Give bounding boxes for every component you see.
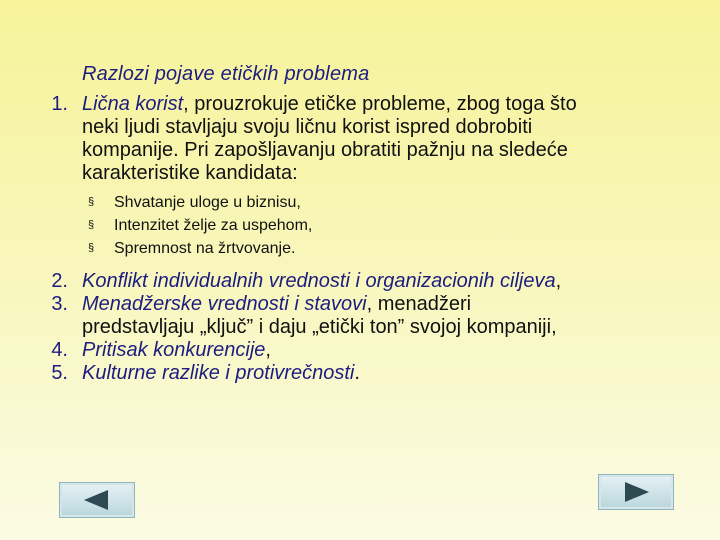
item-text-line: . xyxy=(354,362,360,384)
item-emphasis: Kulturne razlike i protivrečnosti xyxy=(82,362,355,384)
item-text-line: , xyxy=(265,339,271,361)
bullet-marker: § xyxy=(88,196,95,208)
bullet-text: Intenzitet želje za uspehom, xyxy=(114,217,313,234)
item-text-line: predstavljaju „ključ” i daju „etički ton” svojoj kompaniji, xyxy=(82,316,557,338)
item-text-line: karakteristike kandidata: xyxy=(82,162,298,184)
item-text-line: , xyxy=(555,270,562,292)
item-text-line: , prouzrokuje etičke probleme, zbog toga što xyxy=(183,93,577,115)
item-text-line: kompanije. Pri zapošljavanju obratiti pažnju na sledeće xyxy=(82,139,568,161)
item-text-line: neki ljudi stavljaju svoju ličnu korist ispred dobrobiti xyxy=(82,116,533,138)
list-item-4 xyxy=(40,339,700,362)
bullet-item xyxy=(88,237,700,260)
bullet-marker: § xyxy=(88,242,95,254)
previous-slide-button[interactable] xyxy=(59,482,135,518)
item-emphasis: Konflikt individualnih vrednosti i organizacionih ciljeva xyxy=(82,270,556,292)
list-item-5 xyxy=(40,362,700,385)
item-emphasis: Pritisak konkurencije xyxy=(82,339,266,361)
bullet-item xyxy=(88,191,700,214)
item-emphasis: Menadžerske vrednosti i stavovi xyxy=(82,293,367,315)
triangle-right-icon xyxy=(625,482,649,502)
bullet-text: Spremnost na žrtvovanje. xyxy=(114,240,296,257)
list-item-2 xyxy=(40,270,700,293)
list-item-1 xyxy=(40,93,700,260)
bullet-text: Shvatanje uloge u biznisu, xyxy=(114,194,301,211)
numbered-list xyxy=(40,93,700,385)
bullet-marker: § xyxy=(88,219,95,231)
bullet-list xyxy=(88,191,700,260)
bullet-item xyxy=(88,214,700,237)
next-slide-button[interactable] xyxy=(598,474,674,510)
list-number: 4. xyxy=(51,339,68,361)
list-number: 1. xyxy=(51,93,68,115)
item-emphasis: Lična korist xyxy=(82,93,184,115)
list-number: 3. xyxy=(51,293,68,315)
list-item-3 xyxy=(40,293,700,339)
slide-heading: Razlozi pojave etičkih problema xyxy=(82,63,370,85)
item-text-line: , menadžeri xyxy=(366,293,472,315)
list-number: 5. xyxy=(51,362,68,384)
triangle-left-icon xyxy=(84,490,108,510)
list-number: 2. xyxy=(51,270,68,292)
